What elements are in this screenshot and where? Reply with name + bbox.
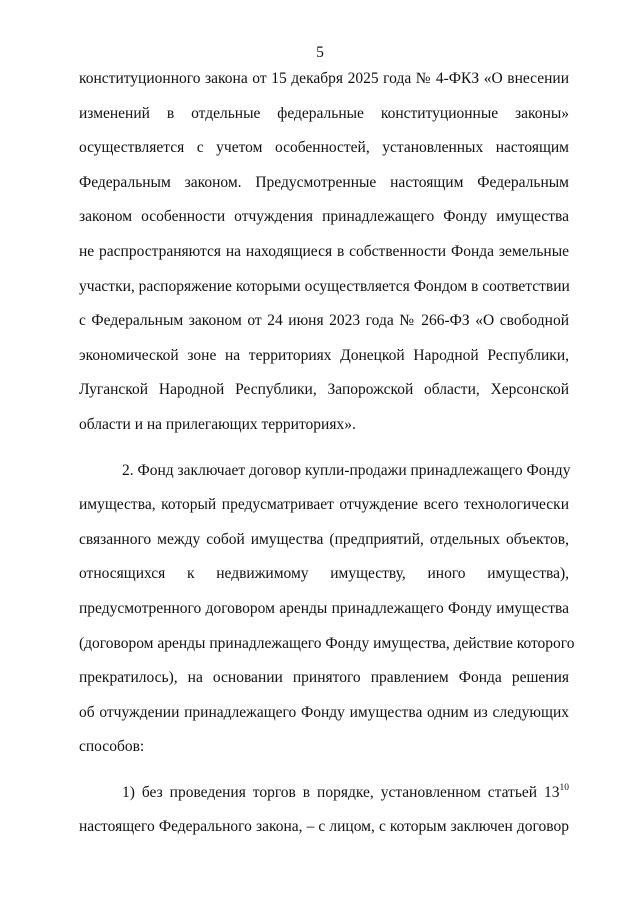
text-line: конституционного закона от 15 декабря 2025 года № 4-ФКЗ «О внесении (79, 70, 569, 87)
text-line: 2. Фонд заключает договор купли-продажи принадлежащего Фонду (122, 461, 571, 479)
paragraph-1-continuation (79, 62, 569, 443)
text-line: осуществляется с учетом особенностей, установленных настоящим (79, 139, 569, 157)
page-number: 5 (316, 44, 324, 61)
text-line: связанного между собой имущества (предприятий, отдельных объектов, (79, 530, 569, 548)
text-line: Луганской Народной Республики, Запорожской области, Херсонской (79, 381, 569, 399)
text-line: Федеральным законом. Предусмотренные настоящим Федеральным (79, 173, 569, 191)
text-line: с Федеральным законом от 24 июня 2023 года № 266-ФЗ «О свободной (79, 312, 569, 330)
paragraph-2 (79, 454, 575, 765)
text-line: прекратилось), на основании принятого правлением Фонда решения (79, 669, 569, 687)
text-line: экономической зоне на территориях Донецкой Народной Республики, (79, 346, 569, 364)
text-line: относящихся к недвижимому имуществу, иного имущества), (79, 565, 569, 583)
text-line: настоящего Федерального закона, – с лицом, с которым заключен договор (79, 818, 569, 836)
paragraph-3 (79, 776, 569, 845)
document-body (79, 62, 575, 845)
text-line: предусмотренного договором аренды принадлежащего Фонду имущества (79, 599, 569, 617)
text-fragment: 1) без проведения торгов в порядке, установленном статьей 13 (122, 783, 560, 801)
text-line: не распространяются на находящиеся в собственности Фонда земельные (79, 242, 569, 260)
article-superscript: 10 (559, 782, 569, 793)
text-line: участки, распоряжение которыми осуществляется Фондом в соответствии (79, 277, 570, 295)
text-line: имущества, который предусматривает отчуждение всего технологически (79, 496, 569, 514)
text-line: изменений в отдельные федеральные конституционные законы» (79, 104, 569, 122)
text-line: об отчуждении принадлежащего Фонду имущества одним из следующих (79, 703, 569, 721)
text-line: области и на прилегающих территориях». (79, 415, 356, 433)
text-line: (договором аренды принадлежащего Фонду имущества, действие которого (79, 634, 575, 652)
text-line: законом особенности отчуждения принадлежащего Фонду имущества (79, 208, 569, 226)
text-line: способов: (79, 738, 145, 756)
text-line (79, 776, 569, 811)
